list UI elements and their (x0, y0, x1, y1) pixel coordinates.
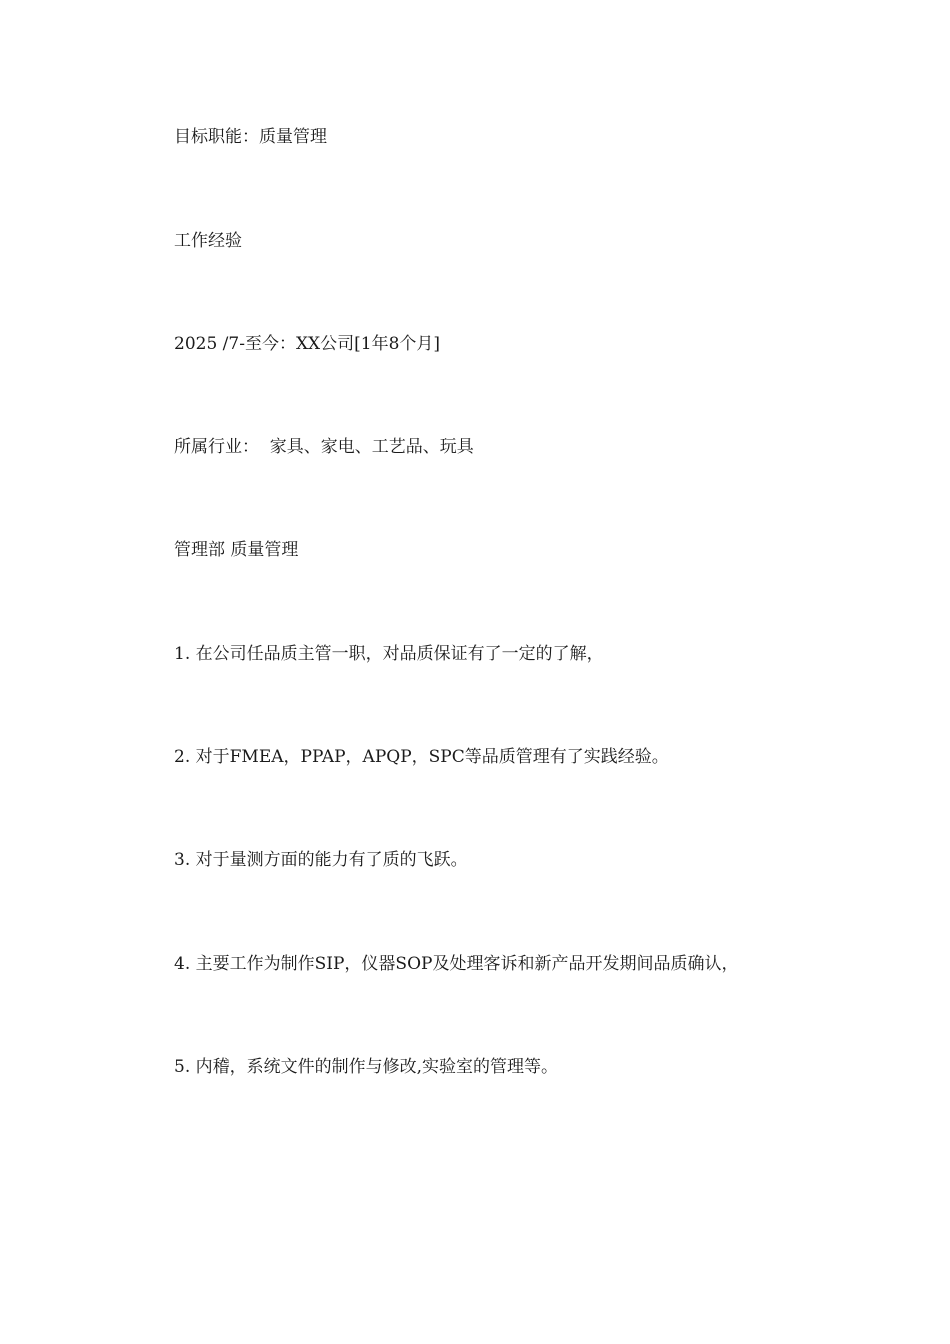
industry-line: 所属行业： 家具、家电、工艺品、玩具 (174, 437, 474, 457)
section-title: 工作经验 (174, 231, 242, 251)
list-item: 3. 对于量测方面的能力有了质的飞跃。 (174, 850, 468, 870)
list-item: 2. 对于FMEA，PPAP，APQP，SPC等品质管理有了实践经验。 (174, 747, 669, 767)
employment-period: 2025 /7-至今：XX公司[1年8个月] (174, 334, 441, 354)
list-item: 1. 在公司任品质主管一职，对品质保证有了一定的了解， (174, 644, 604, 664)
list-item: 4. 主要工作为制作SIP，仪器SOP及处理客诉和新产品开发期间品质确认， (174, 954, 739, 974)
target-function-line: 目标职能：质量管理 (174, 127, 327, 147)
list-item: 5. 内稽，系统文件的制作与修改,实验室的管理等。 (174, 1057, 559, 1077)
department-line: 管理部 质量管理 (174, 540, 299, 560)
